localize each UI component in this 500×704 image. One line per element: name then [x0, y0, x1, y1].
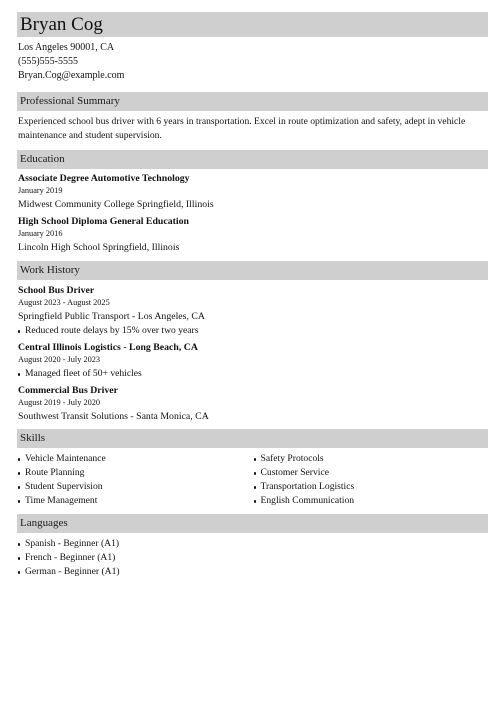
language-text: German - Beginner (A1): [25, 566, 120, 577]
list-item: [17, 537, 488, 551]
job-entry: [17, 341, 488, 381]
bullet-icon: [18, 458, 20, 462]
skill-text: Safety Protocols: [260, 453, 324, 464]
job-title: Commercial Bus Driver: [18, 385, 118, 396]
job-title: School Bus Driver: [18, 285, 95, 296]
section-header-education: [17, 150, 488, 169]
section-header-languages: [17, 514, 488, 533]
job-title: Central Illinois Logistics - Long Beach, CA: [18, 342, 198, 353]
resume-page: [17, 12, 488, 579]
section-title: Languages: [20, 517, 68, 529]
skill-text: Vehicle Maintenance: [25, 453, 106, 464]
bullet-icon: [18, 571, 20, 575]
skills-column-right: [253, 452, 489, 508]
job-entry: [17, 284, 488, 338]
job-date: August 2020 - July 2023: [18, 355, 101, 364]
bullet-icon: [254, 486, 256, 490]
education-entry: [17, 215, 488, 255]
list-item: [17, 565, 488, 579]
list-item: [253, 466, 489, 480]
job-date: August 2019 - July 2020: [18, 398, 101, 407]
bullet-text: Reduced route delays by 15% over two years: [25, 325, 199, 336]
job-employer: Springfield Public Transport - Los Angeles, CA: [18, 311, 205, 322]
entry-date: January 2016: [18, 229, 63, 238]
list-item: [17, 367, 488, 381]
contact-address: Los Angeles 90001, CA: [18, 42, 115, 53]
bullet-icon: [18, 486, 20, 490]
job-entry: [17, 384, 488, 424]
skill-text: English Communication: [260, 495, 355, 506]
section-title: Work History: [20, 264, 80, 276]
bullet-icon: [254, 458, 256, 462]
list-item: [17, 466, 253, 480]
contact-block: [17, 41, 488, 83]
list-item: [253, 452, 489, 466]
list-item: [253, 494, 489, 508]
list-item: [253, 480, 489, 494]
contact-phone: (555)555-5555: [18, 56, 78, 67]
section-header-work-history: [17, 261, 488, 280]
skill-text: Customer Service: [260, 467, 329, 478]
job-bullets: [17, 324, 488, 338]
contact-email: Bryan.Cog@example.com: [18, 70, 125, 81]
entry-place: Lincoln High School Springfield, Illinois: [18, 242, 180, 253]
list-item: [17, 324, 488, 338]
bullet-icon: [18, 543, 20, 547]
entry-title: Associate Degree Automotive Technology: [18, 173, 190, 184]
bullet-icon: [254, 472, 256, 476]
section-title: Education: [20, 153, 65, 165]
list-item: [17, 551, 488, 565]
section-header-skills: [17, 429, 488, 448]
bullet-text: Managed fleet of 50+ vehicles: [25, 368, 142, 379]
skill-text: Time Management: [25, 495, 98, 506]
summary-text: Experienced school bus driver with 6 years in transportation. Excel in route optimization and safety, adept in vehicle maintenance and student supervision.: [18, 116, 466, 141]
bullet-icon: [18, 373, 20, 377]
section-header-summary: [17, 92, 488, 111]
entry-place: Midwest Community College Springfield, Illinois: [18, 199, 214, 210]
languages-list: [17, 537, 488, 579]
list-item: [17, 480, 253, 494]
skills-column-left: [17, 452, 253, 508]
skills-list: [17, 452, 488, 508]
education-entry: [17, 172, 488, 212]
entry-title: High School Diploma General Education: [18, 216, 189, 227]
section-title: Skills: [20, 432, 46, 444]
bullet-icon: [18, 557, 20, 561]
job-employer: Southwest Transit Solutions - Santa Monica, CA: [18, 411, 209, 422]
job-bullets: [17, 367, 488, 381]
candidate-name: Bryan Cog: [20, 14, 103, 35]
language-text: French - Beginner (A1): [25, 552, 116, 563]
bullet-icon: [18, 472, 20, 476]
list-item: [17, 452, 253, 466]
bullet-icon: [18, 330, 20, 334]
bullet-icon: [254, 500, 256, 504]
language-text: Spanish - Beginner (A1): [25, 538, 120, 549]
skill-text: Transportation Logistics: [260, 481, 355, 492]
skill-text: Student Supervision: [25, 481, 103, 492]
entry-date: January 2019: [18, 186, 63, 195]
skill-text: Route Planning: [25, 467, 85, 478]
section-title: Professional Summary: [20, 95, 120, 107]
bullet-icon: [18, 500, 20, 504]
name-header: [17, 12, 488, 37]
list-item: [17, 494, 253, 508]
job-date: August 2023 - August 2025: [18, 298, 110, 307]
